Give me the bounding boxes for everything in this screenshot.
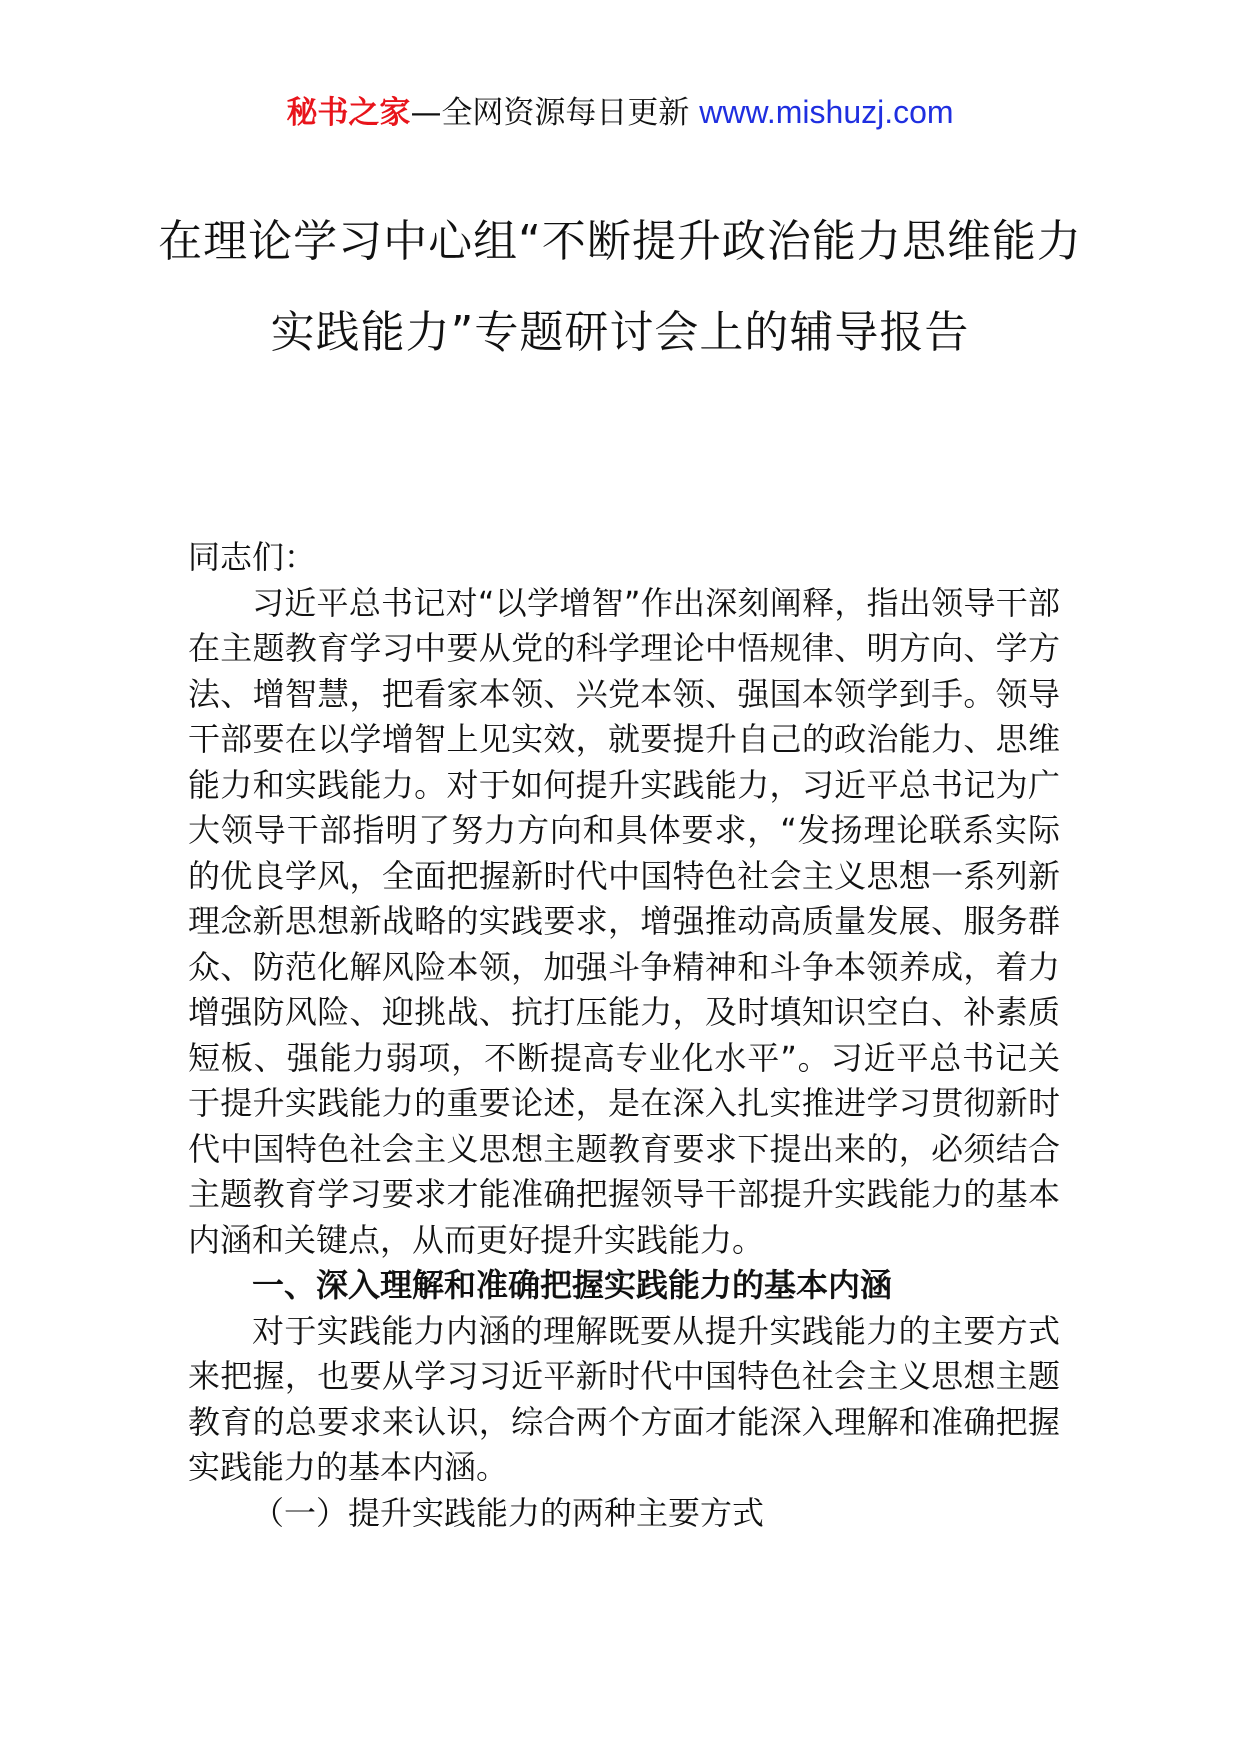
- salutation: 同志们：: [188, 538, 317, 576]
- paragraph-intro: 习近平总书记对“以学增智”作出深刻阐释，指出领导干部在主题教育学习中要从党的科学理论中悟规律、明方向、学方法、增智慧，把看家本领、兴党本领、强国本领学到手。领导干部要在以学增智上见实效，就要提升自己的政治能力、思维能力和实践能力。对于如何提升实践能力，习近平总书记为广大领导干部指明了努力方向和具体要求，“发扬理论联系实际的优良学风，全面把握新时代中国特色社会主义思想一系列新理念新思想新战略的实践要求，增强推动高质量发展、服务群众、防范化解风险本领，加强斗争精神和斗争本领养成，着力增强防风险、迎挑战、抗打压能力，及时填知识空白、补素质短板、强能力弱项，不断提高专业化水平”。习近平总书记关于提升实践能力的重要论述，是在深入扎实推进学习贯彻新时代中国特色社会主义思想主题教育要求下提出来的，必须结合主题教育学习要求才能准确把握领导干部提升实践能力的基本内涵和关键点，从而更好提升实践能力。: [188, 583, 1060, 1259]
- brand-name: 秘书之家: [286, 95, 411, 131]
- site-url-link[interactable]: www.mishuzj.com: [699, 94, 954, 130]
- document-body: [188, 535, 1060, 1536]
- document-title: 在理论学习中心组“不断提升政治能力思维能力实践能力”专题研讨会上的辅导报告: [158, 216, 1082, 358]
- subheading-1: （一）提升实践能力的两种主要方式: [252, 1493, 765, 1532]
- section-heading-1: 一、深入理解和准确把握实践能力的基本内涵: [252, 1266, 893, 1304]
- header-tagline: —全网资源每日更新: [410, 95, 690, 131]
- site-header-banner: [0, 92, 1240, 133]
- paragraph-section-1: 对于实践能力内涵的理解既要从提升实践能力的主要方式来把握，也要从学习习近平新时代中国特色社会主义思想主题教育的总要求来认识，综合两个方面才能深入理解和准确把握实践能力的基本内涵。: [188, 1311, 1060, 1486]
